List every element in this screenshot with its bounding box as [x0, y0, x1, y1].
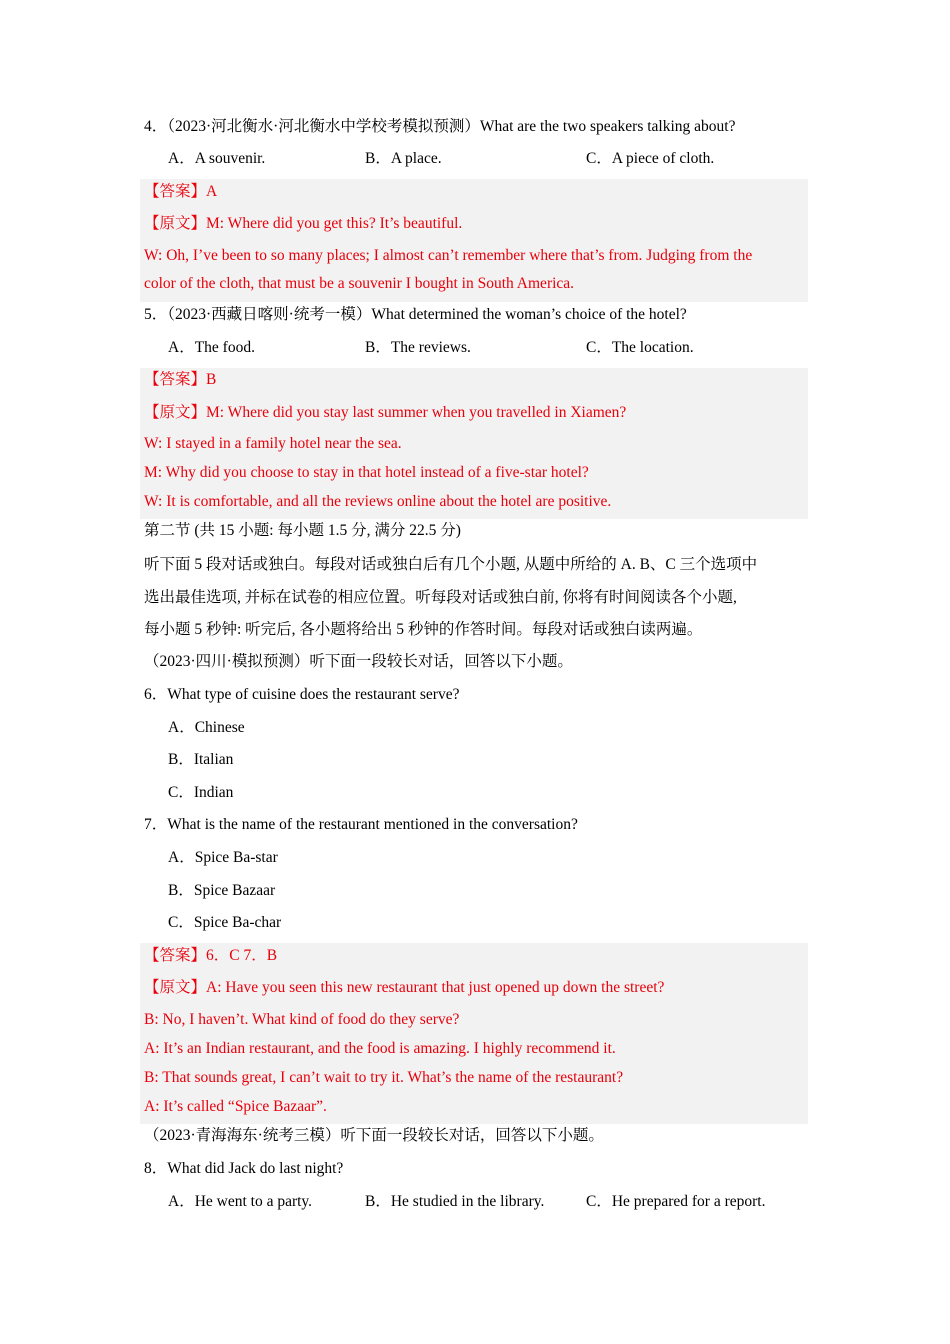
q5-stem: 5．（2023·西藏日喀则·统考一模）What determined the woman’s choice of the hotel? [144, 306, 687, 323]
q8-option-b: B．He studied in the library. [365, 1193, 545, 1210]
q6-option-c: C．Indian [168, 784, 234, 801]
q7-option-b: B．Spice Bazaar [168, 882, 276, 899]
q5-transcript-line: W: It is comfortable, and all the reviews online about the hotel are positive. [144, 493, 612, 510]
q6-stem: 6．What type of cuisine does the restaurant serve? [144, 686, 460, 703]
q5-transcript-line: M: Why did you choose to stay in that hotel instead of a five-star hotel? [144, 464, 589, 481]
section2-instruction: 每小题 5 秒钟: 听完后, 各小题将给出 5 秒钟的作答时间。每段对话或独白读两遍。 [144, 621, 703, 638]
group1-transcript-line: A: It’s an Indian restaurant, and the food is amazing. I highly recommend it. [144, 1040, 616, 1057]
q4-answer-box [140, 179, 808, 302]
q8-option-c: C．He prepared for a report. [586, 1193, 766, 1210]
q5-option-b: B．The reviews. [365, 339, 471, 356]
q6-option-a: A．Chinese [168, 719, 245, 736]
q7-option-a: A．Spice Ba-star [168, 849, 278, 866]
q4-transcript-line: color of the cloth, that must be a souvenir I bought in South America. [144, 275, 575, 292]
q5-option-c: C．The location. [586, 339, 694, 356]
q5-answer-box [140, 368, 808, 519]
q5-option-a: A．The food. [168, 339, 255, 356]
group1-transcript-line: B: No, I haven’t. What kind of food do they serve? [144, 1011, 460, 1028]
section2-instruction: 听下面 5 段对话或独白。每段对话或独白后有几个小题, 从题中所给的 A. B、C 三个选项中 [144, 556, 758, 573]
q5-transcript-line: W: I stayed in a family hotel near the sea. [144, 435, 402, 452]
q4-transcript-line: 【原文】M: Where did you get this? It’s beautiful. [144, 215, 463, 232]
group1-answer-box [140, 943, 808, 1124]
group2-intro: （2023·青海海东·统考三模）听下面一段较长对话，回答以下小题。 [144, 1127, 604, 1144]
section2-instruction: 选出最佳选项, 并标在试卷的相应位置。听每段对话或独白前, 你将有时间阅读各个小题, [144, 589, 737, 606]
q4-option-c: C．A piece of cloth. [586, 150, 715, 167]
q5-answer: 【答案】B [144, 371, 217, 388]
q5-transcript-line: 【原文】M: Where did you stay last summer when you travelled in Xiamen? [144, 404, 627, 421]
section2-title: 第二节 (共 15 小题: 每小题 1.5 分, 满分 22.5 分) [144, 522, 461, 539]
group1-answer: 【答案】6．C 7．B [144, 947, 278, 964]
q8-option-a: A．He went to a party. [168, 1193, 313, 1210]
q7-stem: 7．What is the name of the restaurant mentioned in the conversation? [144, 816, 578, 833]
q4-answer: 【答案】A [144, 183, 218, 200]
q8-stem: 8．What did Jack do last night? [144, 1160, 344, 1177]
q6-option-b: B．Italian [168, 751, 234, 768]
group1-transcript-line: B: That sounds great, I can’t wait to try it. What’s the name of the restaurant? [144, 1069, 624, 1086]
q4-transcript-line: W: Oh, I’ve been to so many places; I almost can’t remember where that’s from. Judging from the [144, 247, 753, 264]
group1-transcript-line: A: It’s called “Spice Bazaar”. [144, 1098, 327, 1115]
q4-stem: 4．（2023·河北衡水·河北衡水中学校考模拟预测）What are the two speakers talking about? [144, 118, 736, 135]
q7-option-c: C．Spice Ba-char [168, 914, 282, 931]
group1-transcript-line: 【原文】A: Have you seen this new restaurant that just opened up down the street? [144, 979, 665, 996]
group1-intro: （2023·四川·模拟预测）听下面一段较长对话，回答以下小题。 [144, 653, 573, 670]
q4-option-a: A．A souvenir. [168, 150, 266, 167]
q4-option-b: B．A place. [365, 150, 442, 167]
